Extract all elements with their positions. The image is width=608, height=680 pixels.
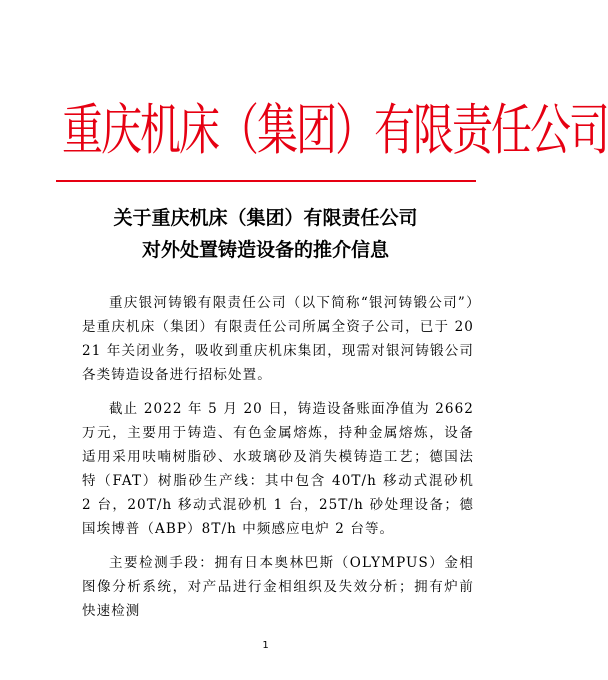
paragraph-intro: 重庆银河铸锻有限责任公司（以下简称“银河铸锻公司”）是重庆机床（集团）有限责任公司所属全资子公司，已于 2021 年关闭业务，吸收到重庆机床集团，现需对银河铸锻公司各类铸造设备进行招标处置。 (82, 295, 474, 383)
letterhead-company-name: 重庆机床（集团）有限责任公司 (62, 97, 608, 163)
document-title-line-2: 对外处置铸造设备的推介信息 (141, 239, 389, 261)
document-title-line-1: 关于重庆机床（集团）有限责任公司 (113, 207, 418, 229)
paragraph-equipment: 截止 2022 年 5 月 20 日，铸造设备账面净值为 2662 万元，主要用于铸造、有色金属熔炼，持种金属熔炼，设备适用采用呋喃树脂砂、水玻璃砂及消失模铸造工艺；德国法特（FAT）树脂砂生产线：其中包含 40T/h 移动式混砂机 2 台，20T/h 移动式混砂机 1 台，25T/h 砂处理设备；德国埃博普（ABP）8T/h 中频感应电炉 2 台等。 (82, 401, 474, 537)
paragraph-inspection: 主要检测手段：拥有日本奥林巴斯（OLYMPUS）金相图像分析系统，对产品进行金相组织及失效分析；拥有炉前快速检测 (82, 555, 474, 619)
page-number: 1 (262, 640, 269, 651)
body-text (82, 291, 474, 620)
letterhead-red-rule (56, 180, 476, 182)
